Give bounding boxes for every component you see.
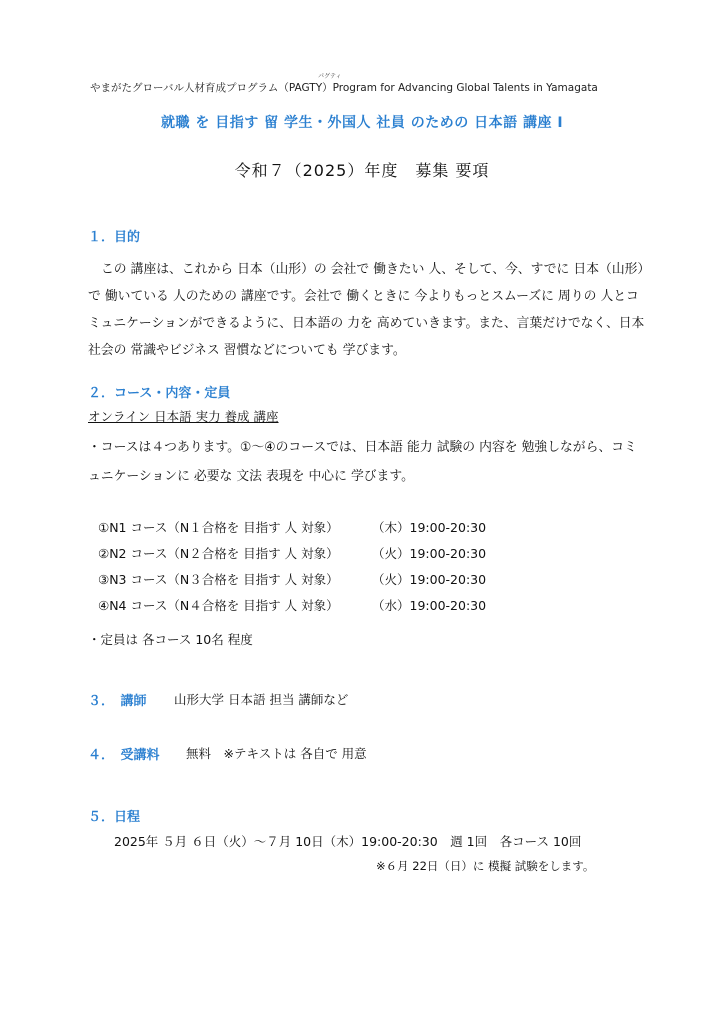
section-fee-heading: ４． 受講料 xyxy=(88,748,160,763)
purpose-paragraph: この 講座は、これから 日本（山形）の 会社で 働きたい 人、そして、今、すでに 日本（山形）で 働いている 人のための 講座です。会社で 働くときに 今よりもっとスムーズに 周りの 人とコミュニケーションができるように、日本語の 力を 高めていきます。また、言葉だけでなく、日本 社会の 常識やビジネス 習慣などについても 学びます。 xyxy=(88,262,645,358)
section-schedule-heading: ５．日程 xyxy=(88,810,141,825)
fee-content: 無料 ※テキストは 各自で 用意 xyxy=(186,746,367,761)
course-item xyxy=(98,544,518,562)
course-item xyxy=(98,570,518,588)
online-course-title: オンライン 日本語 実力 養成 講座 xyxy=(88,409,279,424)
course-time: （木）19:00-20:30 xyxy=(372,520,487,535)
section-purpose-heading: １．目的 xyxy=(88,230,141,245)
course-name: ①N1 コース（N１合格を 目指す 人 対象） xyxy=(98,520,339,535)
pagty-ruby: パグティ xyxy=(318,73,342,80)
instructor-content: 山形大学 日本語 担当 講師など xyxy=(174,692,349,707)
course-time: （火）19:00-20:30 xyxy=(372,572,487,587)
course-time: （水）19:00-20:30 xyxy=(372,598,487,613)
course-time: （火）19:00-20:30 xyxy=(372,546,487,561)
course-intro: ・コースは４つあります。①～④のコースでは、日本語 能力 試験の 内容を 勉強しながら、コミュニケーションに 必要な 文法 表現を 中心に 学びます。 xyxy=(88,440,637,484)
section-course-heading: ２．コース・内容・定員 xyxy=(88,386,231,401)
course-item xyxy=(98,596,518,614)
course-title: 就職 を 目指す 留 学生・外国人 社員 のための 日本語 講座 Ⅰ xyxy=(160,115,564,131)
course-name: ④N4 コース（N４合格を 目指す 人 対象） xyxy=(98,598,339,613)
course-item xyxy=(98,518,518,536)
program-header xyxy=(90,73,598,95)
course-name: ②N2 コース（N２合格を 目指す 人 対象） xyxy=(98,546,339,561)
program-name: やまがたグローバル人材育成プログラム（PAGTY）Program for Advancing Global Talents in Yamagata xyxy=(90,82,598,94)
schedule-content: 2025年 ５月 ６日（火）～７月 10日（木）19:00-20:30 週 1回 各コース 10回 xyxy=(114,834,582,849)
course-name: ③N3 コース（N３合格を 目指す 人 対象） xyxy=(98,572,339,587)
mock-exam-note: ※６月 22日（日）に 模擬 試験をします。 xyxy=(376,859,595,873)
recruitment-title: 令和７（2025）年度 募集 要項 xyxy=(234,161,490,180)
capacity-note: ・定員は 各コース 10名 程度 xyxy=(88,632,253,647)
section-instructor-heading: ３． 講師 xyxy=(88,694,147,709)
